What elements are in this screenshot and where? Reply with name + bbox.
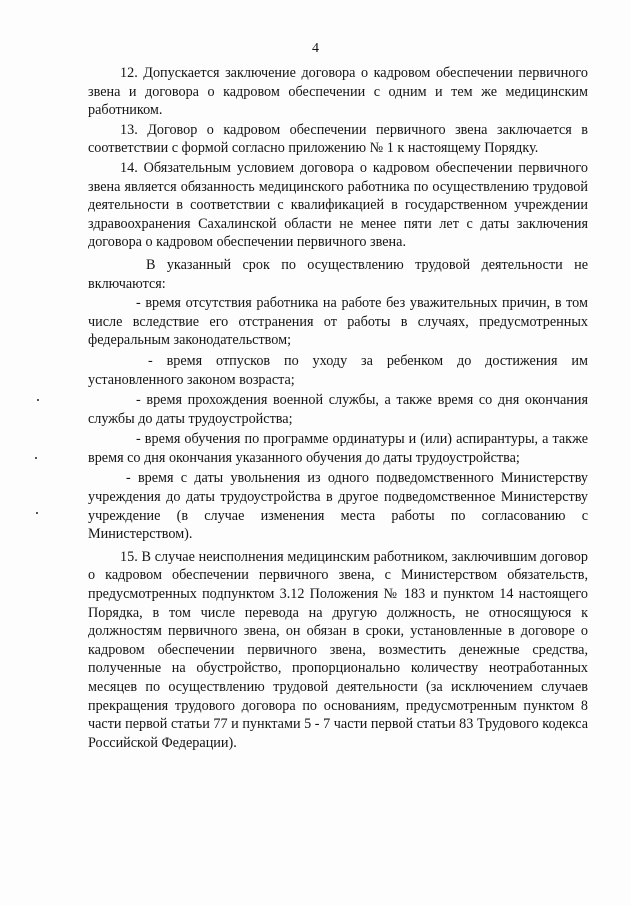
paragraph-14: 14. Обязательным условием договора о кадровом обеспечении первичного звена является обязанность медицинского работника по осуществлению трудовой деятельности в соответствии с квалификацией в государственном учреждении здравоохранения Сахалинской области не менее пяти лет с даты заключения договора о кадровом обеспечении первичного звена. <box>88 159 588 251</box>
list-item-absence: - время отсутствия работника на работе без уважительных причин, в том числе вследствие его отстранения от работы в случаях, предусмотренных федеральным законодательством; <box>88 295 588 349</box>
list-item-residency-training: - время обучения по программе ординатуры и (или) аспирантуры, а также время со дня окончания указанного обучения до даты трудоустройства; <box>88 431 588 466</box>
paragraph-exclusions-intro: В указанный срок по осуществлению трудовой деятельности не включаются: <box>88 256 588 292</box>
paragraph-13: 13. Договор о кадровом обеспечении первичного звена заключается в соответствии с формой согласно приложению № 1 к настоящему Порядку. <box>88 121 588 157</box>
paragraph-12: 12. Допускается заключение договора о кадровом обеспечении первичного звена и договора о кадровом обеспечении с одним и тем же медицинским работником. <box>88 65 588 119</box>
list-item-parental-leave: - время отпусков по уходу за ребенком до достижения им установленного законом возраста; <box>88 352 588 388</box>
scan-speck <box>37 399 39 401</box>
page-number: 4 <box>312 41 319 56</box>
list-item-transfer: - время с даты увольнения из одного подведомственного Министерству учреждения до даты трудоустройства в другое подведомственное Министерству учреждение (в случае изменения места работы по согласованию с Министерством). <box>88 470 588 543</box>
scan-speck <box>35 457 37 459</box>
list-item-military-service: - время прохождения военной службы, а также время со дня окончания службы до даты трудоустройства; <box>88 392 588 427</box>
document-body <box>88 64 588 753</box>
scan-speck <box>36 512 38 514</box>
paragraph-15: 15. В случае неисполнения медицинским работником, заключившим договор о кадровом обеспечении первичного звена, с Министерством обязательств, предусмотренных подпунктом 3.12 Положения № 183 и пунктом 14 настоящего Порядка, в том числе перевода на другую должность, не относящуюся к должностям первичного звена, он обязан в сроки, установленные в договоре о кадровом обеспечении первичного звена, возместить денежные средства, полученные на обустройство, пропорционально количеству неотработанных месяцев по осуществлению трудовой деятельности (за исключением случаев прекращения трудового договора по основаниям, предусмотренным пунктом 8 части первой статьи 77 и пунктами 5 - 7 части первой статьи 83 Трудового кодекса Российской Федерации). <box>88 548 588 751</box>
